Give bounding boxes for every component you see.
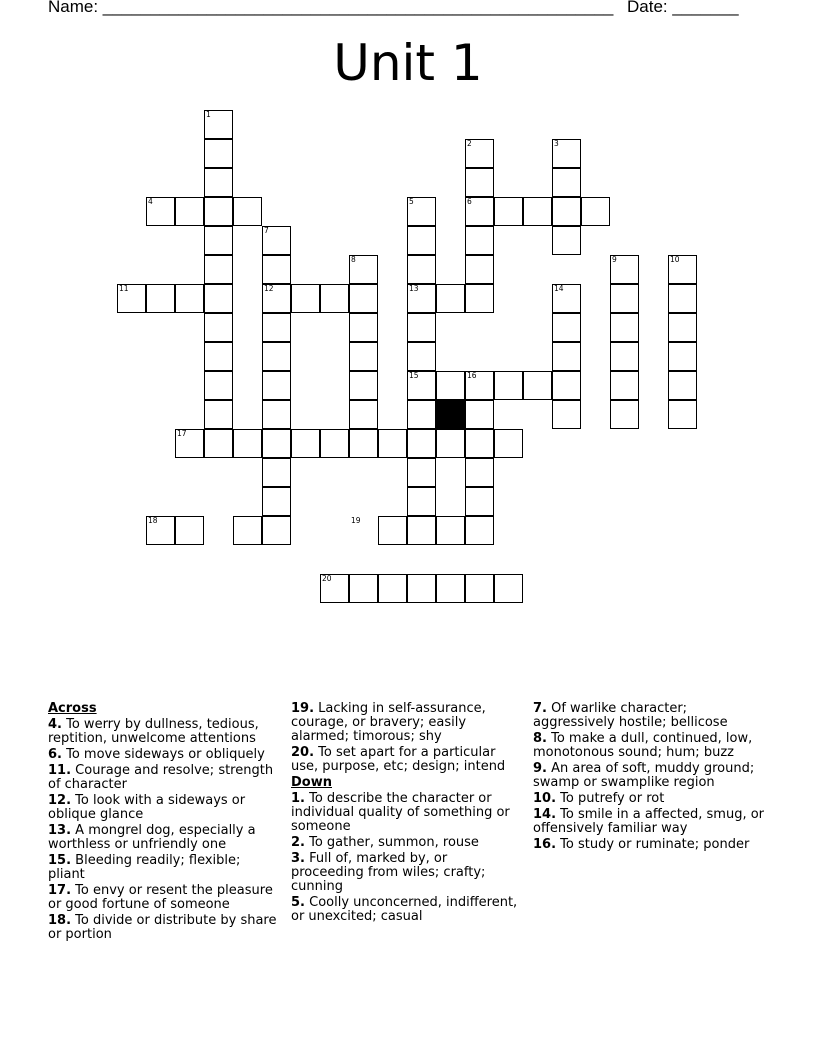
clue-item — [48, 748, 278, 762]
crossword-cell[interactable] — [465, 284, 494, 313]
crossword-cell[interactable] — [552, 197, 581, 226]
crossword-cell[interactable] — [552, 371, 581, 400]
crossword-cell[interactable] — [204, 284, 233, 313]
crossword-cell[interactable] — [668, 371, 697, 400]
clue-number: 4 — [148, 197, 153, 206]
crossword-cell[interactable] — [204, 400, 233, 429]
clue-number-label: 14. — [533, 807, 557, 822]
clues-column-1 — [48, 702, 278, 944]
crossword-cell[interactable] — [465, 429, 494, 458]
crossword-cell[interactable] — [581, 197, 610, 226]
crossword-cell[interactable] — [349, 342, 378, 371]
crossword-cell[interactable] — [320, 429, 349, 458]
clue-item — [533, 838, 768, 852]
crossword-cell[interactable] — [262, 487, 291, 516]
crossword-cell[interactable] — [262, 458, 291, 487]
clue-number-label: 17. — [48, 883, 72, 898]
name-field[interactable]: Name: ______________________________________________________ — [48, 0, 614, 16]
clue-number: 3 — [554, 139, 559, 148]
clues-column-2 — [291, 702, 521, 926]
clue-number-label: 19. — [291, 701, 315, 716]
clue-item — [291, 836, 521, 850]
crossword-cell[interactable] — [465, 574, 494, 603]
crossword-cell[interactable] — [175, 197, 204, 226]
crossword-cell[interactable] — [465, 400, 494, 429]
clue-number: 11 — [119, 284, 129, 293]
clue-text: Coolly unconcerned, indifferent, or unexcited; casual — [291, 895, 518, 924]
crossword-cell[interactable] — [552, 400, 581, 429]
crossword-cell[interactable] — [262, 400, 291, 429]
clue-text: To move sideways or obliquely — [61, 747, 265, 762]
clue-number: 10 — [670, 255, 680, 264]
crossword-cell[interactable] — [204, 139, 233, 168]
crossword-cell[interactable] — [262, 313, 291, 342]
crossword-cell[interactable] — [291, 284, 320, 313]
clue-number-label: 13. — [48, 823, 72, 838]
crossword-cell[interactable] — [407, 342, 436, 371]
crossword-cell[interactable] — [465, 487, 494, 516]
crossword-cell[interactable] — [204, 313, 233, 342]
crossword-cell[interactable] — [552, 226, 581, 255]
clue-number: 9 — [612, 255, 617, 264]
clue-number: 2 — [467, 139, 472, 148]
crossword-cell[interactable] — [349, 574, 378, 603]
crossword-cell[interactable] — [668, 400, 697, 429]
crossword-cell[interactable] — [610, 284, 639, 313]
crossword-cell[interactable] — [291, 429, 320, 458]
crossword-cell[interactable] — [407, 574, 436, 603]
clue-number-label: 8. — [533, 731, 547, 746]
crossword-cell[interactable] — [465, 168, 494, 197]
clue-text: Of warlike character; aggressively hostile; bellicose — [533, 701, 728, 730]
crossword-cell[interactable] — [349, 400, 378, 429]
clue-text: To look with a sideways or oblique glance — [48, 793, 246, 822]
clue-text: To envy or resent the pleasure or good fortune of someone — [48, 883, 273, 912]
crossword-cell[interactable] — [523, 197, 552, 226]
clue-text: An area of soft, muddy ground; swamp or swamplike region — [533, 761, 755, 790]
clue-number-label: 1. — [291, 791, 305, 806]
crossword-cell[interactable] — [668, 313, 697, 342]
clue-number-label: 10. — [533, 791, 557, 806]
down-heading: Down — [291, 775, 332, 790]
clue-number: 14 — [554, 284, 564, 293]
crossword-cell[interactable] — [233, 429, 262, 458]
clue-text: To gather, summon, rouse — [304, 835, 479, 850]
clue-item — [533, 762, 768, 790]
crossword-cell[interactable] — [349, 313, 378, 342]
clue-number-label: 16. — [533, 837, 557, 852]
clue-text: To divide or distribute by share or portion — [48, 913, 277, 942]
crossword-cell[interactable] — [610, 313, 639, 342]
crossword-cell[interactable] — [204, 429, 233, 458]
crossword-cell[interactable] — [552, 313, 581, 342]
crossword-cell[interactable] — [668, 284, 697, 313]
clue-number: 18 — [148, 516, 158, 525]
clue-item — [533, 808, 768, 836]
crossword-cell[interactable] — [436, 284, 465, 313]
crossword-cell[interactable] — [262, 516, 291, 545]
clue-number-label: 5. — [291, 895, 305, 910]
clues-column-3 — [533, 702, 768, 854]
clue-number-label: 2. — [291, 835, 305, 850]
crossword-cell[interactable] — [262, 371, 291, 400]
crossword-cell[interactable] — [407, 226, 436, 255]
clue-number-label: 18. — [48, 913, 72, 928]
across-heading: Across — [48, 701, 97, 716]
crossword-cell[interactable] — [407, 255, 436, 284]
crossword-block — [436, 400, 465, 429]
clue-number: 19 — [351, 516, 361, 525]
crossword-cell[interactable] — [204, 197, 233, 226]
clue-number-label: 11. — [48, 763, 72, 778]
clue-number-label: 3. — [291, 851, 305, 866]
crossword-cell[interactable] — [436, 371, 465, 400]
crossword-cell[interactable] — [610, 371, 639, 400]
crossword-cell[interactable] — [465, 516, 494, 545]
crossword-cell[interactable] — [262, 255, 291, 284]
crossword-cell[interactable] — [204, 168, 233, 197]
crossword-cell[interactable] — [407, 516, 436, 545]
clue-text: A mongrel dog, especially a worthless or unfriendly one — [48, 823, 256, 852]
crossword-cell[interactable] — [407, 429, 436, 458]
crossword-cell[interactable] — [175, 516, 204, 545]
clue-item — [533, 702, 768, 730]
clue-number-label: 7. — [533, 701, 547, 716]
crossword-cell[interactable] — [668, 342, 697, 371]
clue-item — [48, 794, 278, 822]
clue-number: 16 — [467, 371, 477, 380]
clue-item — [48, 884, 278, 912]
date-field[interactable]: Date: _______ — [627, 0, 739, 16]
crossword-cell[interactable] — [407, 313, 436, 342]
crossword-cell[interactable] — [349, 371, 378, 400]
clue-item — [48, 914, 278, 942]
clue-number: 13 — [409, 284, 419, 293]
crossword-cell[interactable] — [610, 342, 639, 371]
clue-item — [48, 824, 278, 852]
crossword-cell[interactable] — [378, 429, 407, 458]
clue-text: Courage and resolve; strength of character — [48, 763, 274, 792]
crossword-cell[interactable] — [175, 284, 204, 313]
crossword-cell[interactable] — [494, 197, 523, 226]
clue-number: 7 — [264, 226, 269, 235]
clue-item — [48, 764, 278, 792]
crossword-cell[interactable] — [610, 400, 639, 429]
crossword-cell[interactable] — [436, 574, 465, 603]
crossword-cell[interactable] — [407, 458, 436, 487]
clue-item — [291, 896, 521, 924]
clue-item — [291, 746, 521, 774]
crossword-cell[interactable] — [378, 516, 407, 545]
clue-text: To study or ruminate; ponder — [556, 837, 750, 852]
crossword-cell[interactable] — [233, 516, 262, 545]
clue-number: 5 — [409, 197, 414, 206]
crossword-cell[interactable] — [262, 342, 291, 371]
clue-number: 20 — [322, 574, 332, 583]
clue-number: 8 — [351, 255, 356, 264]
crossword-cell[interactable] — [465, 458, 494, 487]
crossword-cell[interactable] — [378, 574, 407, 603]
crossword-cell[interactable] — [523, 371, 552, 400]
crossword-cell[interactable] — [494, 429, 523, 458]
crossword-cell[interactable] — [494, 371, 523, 400]
clue-text: To make a dull, continued, low, monotonous sound; hum; buzz — [533, 731, 753, 760]
crossword-cell[interactable] — [494, 574, 523, 603]
crossword-cell[interactable] — [349, 284, 378, 313]
crossword-cell[interactable] — [552, 168, 581, 197]
clue-item — [48, 718, 278, 746]
clue-text: To werry by dullness, tedious, reptition, unwelcome attentions — [48, 717, 259, 746]
crossword-cell[interactable] — [407, 400, 436, 429]
clue-number-label: 6. — [48, 747, 62, 762]
crossword-cell[interactable] — [204, 342, 233, 371]
clue-item — [291, 852, 521, 894]
clue-text: To smile in a affected, smug, or offensively familiar way — [533, 807, 765, 836]
clue-number: 6 — [467, 197, 472, 206]
clue-text: Bleeding readily; flexible; pliant — [48, 853, 241, 882]
crossword-cell[interactable] — [233, 197, 262, 226]
clue-text: To describe the character or individual quality of something or someone — [291, 791, 510, 834]
clue-number: 1 — [206, 110, 211, 119]
clue-item — [291, 702, 521, 744]
clue-text: Lacking in self-assurance, courage, or bravery; easily alarmed; timorous; shy — [291, 701, 486, 744]
clue-number-label: 20. — [291, 745, 315, 760]
clue-number-label: 4. — [48, 717, 62, 732]
clue-number: 17 — [177, 429, 187, 438]
page-title: Unit 1 — [333, 34, 483, 92]
clue-item — [48, 854, 278, 882]
clue-number: 12 — [264, 284, 274, 293]
clue-item — [291, 792, 521, 834]
clue-item — [533, 792, 768, 806]
crossword-cell[interactable] — [349, 429, 378, 458]
clue-text: To putrefy or rot — [556, 791, 665, 806]
crossword-cell[interactable] — [204, 371, 233, 400]
crossword-cell[interactable] — [436, 516, 465, 545]
crossword-cell[interactable] — [552, 342, 581, 371]
crossword-cell[interactable] — [407, 487, 436, 516]
clue-number: 15 — [409, 371, 419, 380]
crossword-cell[interactable] — [262, 429, 291, 458]
clue-text: Full of, marked by, or proceeding from wiles; crafty; cunning — [291, 851, 486, 894]
clue-number-label: 12. — [48, 793, 72, 808]
clue-number-label: 15. — [48, 853, 72, 868]
clue-item — [533, 732, 768, 760]
crossword-cell[interactable] — [320, 284, 349, 313]
crossword-cell[interactable] — [436, 429, 465, 458]
crossword-cell[interactable] — [204, 255, 233, 284]
crossword-cell[interactable] — [465, 226, 494, 255]
crossword-cell[interactable] — [146, 284, 175, 313]
crossword-cell[interactable] — [465, 255, 494, 284]
crossword-cell[interactable] — [204, 226, 233, 255]
clue-number-label: 9. — [533, 761, 547, 776]
clue-text: To set apart for a particular use, purpose, etc; design; intend — [291, 745, 506, 774]
